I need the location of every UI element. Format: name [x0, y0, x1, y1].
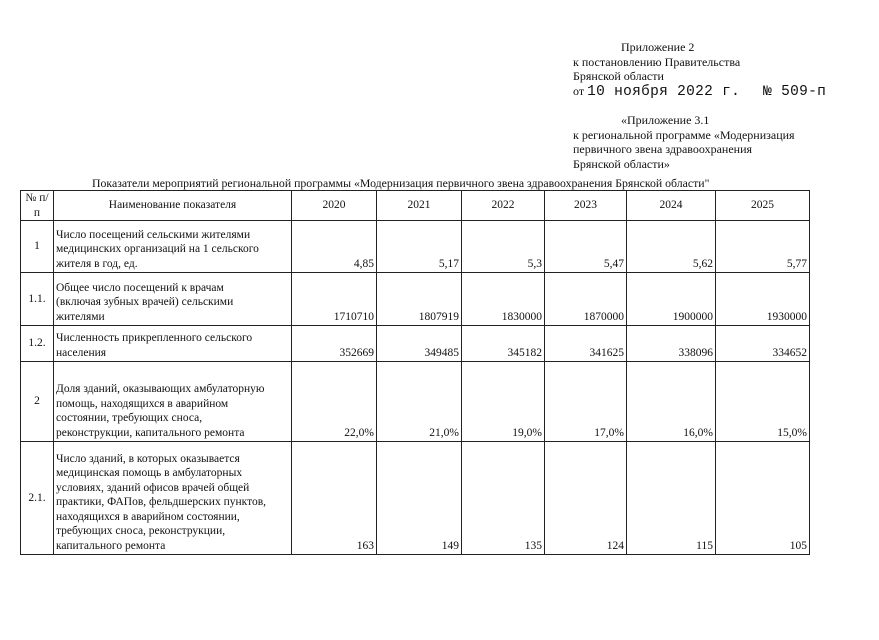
value-2022: 345182: [462, 326, 545, 362]
value-2022: 5,3: [462, 221, 545, 273]
row-name: [54, 442, 292, 555]
program-appendix-title: «Приложение 3.1: [621, 113, 710, 127]
row-name-line: Общее число посещений к врачам: [56, 281, 224, 294]
value-2023: 17,0%: [545, 362, 627, 442]
table-row: [21, 273, 810, 326]
header-year-2020: 2020: [292, 191, 377, 221]
header-num: № п/п: [21, 191, 54, 221]
value-2023: 124: [545, 442, 627, 555]
indicators-table: [20, 190, 810, 555]
decree-number: № 509-п: [763, 83, 827, 100]
value-2021: 21,0%: [377, 362, 462, 442]
header-name: Наименование показателя: [54, 191, 292, 221]
row-name-line: медицинских организаций на 1 сельского: [56, 243, 259, 255]
value-2025: 105: [716, 442, 810, 555]
program-appendix-line-2: к региональной программе «Модернизация: [573, 127, 795, 142]
decree-date-prefix: от: [573, 83, 585, 98]
appendix-header: [573, 40, 863, 99]
row-name-line: Число посещений сельскими жителями: [56, 228, 251, 241]
value-2024: 115: [627, 442, 716, 555]
value-2025: 15,0%: [716, 362, 810, 442]
value-2024: 338096: [627, 326, 716, 362]
row-name: [54, 326, 292, 362]
value-2021: 5,17: [377, 221, 462, 273]
program-appendix-line-4: Брянской области»: [573, 156, 670, 171]
value-2020: 163: [292, 442, 377, 555]
row-name-line: помощь, находящихся в аварийном: [56, 397, 229, 410]
value-2022: 1830000: [462, 273, 545, 326]
row-name-line: жителя в год, ед.: [56, 257, 138, 270]
value-2022: 19,0%: [462, 362, 545, 442]
value-2024: 5,62: [627, 221, 716, 273]
value-2023: 5,47: [545, 221, 627, 273]
row-num: 1.1.: [21, 273, 54, 326]
row-name: [54, 221, 292, 273]
value-2025: 5,77: [716, 221, 810, 273]
decree-date: 10 ноября 2022 г.: [587, 83, 741, 100]
row-num: 2: [21, 362, 54, 442]
row-name: [54, 362, 292, 442]
appendix-line-2: к постановлению Правительства: [573, 54, 741, 69]
value-2024: 16,0%: [627, 362, 716, 442]
value-2025: 334652: [716, 326, 810, 362]
header-year-2021: 2021: [377, 191, 462, 221]
table-row: [21, 326, 810, 362]
row-name: [54, 273, 292, 326]
appendix-title: Приложение 2: [621, 40, 695, 54]
row-name-line: капитального ремонта: [56, 539, 166, 552]
appendix-line-3: Брянской области: [573, 69, 664, 83]
row-name-line: Доля зданий, оказывающих амбулаторную: [56, 383, 265, 395]
value-2023: 1870000: [545, 273, 627, 326]
value-2020: 4,85: [292, 221, 377, 273]
row-num: 2.1.: [21, 442, 54, 555]
value-2020: 22,0%: [292, 362, 377, 442]
row-num: 1.2.: [21, 326, 54, 362]
value-2023: 341625: [545, 326, 627, 362]
row-name-line: Численность прикрепленного сельского: [56, 332, 253, 344]
row-name-line: медицинская помощь в амбулаторных: [56, 467, 243, 479]
value-2021: 1807919: [377, 273, 462, 326]
row-num: 1: [21, 221, 54, 273]
row-name-line: состоянии, требующих сноса,: [56, 412, 203, 424]
program-appendix-header: [573, 113, 863, 171]
program-appendix-line-3: первичного звена здравоохранения: [573, 142, 753, 156]
header-year-2022: 2022: [462, 191, 545, 221]
value-2020: 1710710: [292, 273, 377, 326]
row-name-line: (включая зубных врачей) сельскими: [56, 296, 234, 308]
header-year-2024: 2024: [627, 191, 716, 221]
table-row: [21, 362, 810, 442]
row-name-line: условиях, зданий офисов врачей общей: [56, 481, 250, 494]
table-title: Показатели мероприятий региональной программы «Модернизация первичного звена здравоохранения Брянской области": [92, 176, 710, 190]
header-year-2025: 2025: [716, 191, 810, 221]
value-2022: 135: [462, 442, 545, 555]
table-row: [21, 442, 810, 555]
value-2021: 349485: [377, 326, 462, 362]
value-2024: 1900000: [627, 273, 716, 326]
value-2025: 1930000: [716, 273, 810, 326]
row-name-line: реконструкции, капитального ремонта: [56, 426, 245, 439]
row-name-line: требующих сноса, реконструкции,: [56, 525, 226, 537]
value-2021: 149: [377, 442, 462, 555]
row-name-line: жителями: [56, 310, 105, 323]
row-name-line: населения: [56, 346, 107, 359]
appendix-decree: [573, 84, 863, 100]
header-year-2023: 2023: [545, 191, 627, 221]
row-name-line: находящихся в аварийном состоянии,: [56, 510, 240, 523]
table-row: [21, 221, 810, 273]
row-name-line: Число зданий, в которых оказывается: [56, 452, 240, 465]
table-header-row: [21, 191, 810, 221]
value-2020: 352669: [292, 326, 377, 362]
row-name-line: практики, ФАПов, фельдшерских пунктов,: [56, 496, 267, 508]
